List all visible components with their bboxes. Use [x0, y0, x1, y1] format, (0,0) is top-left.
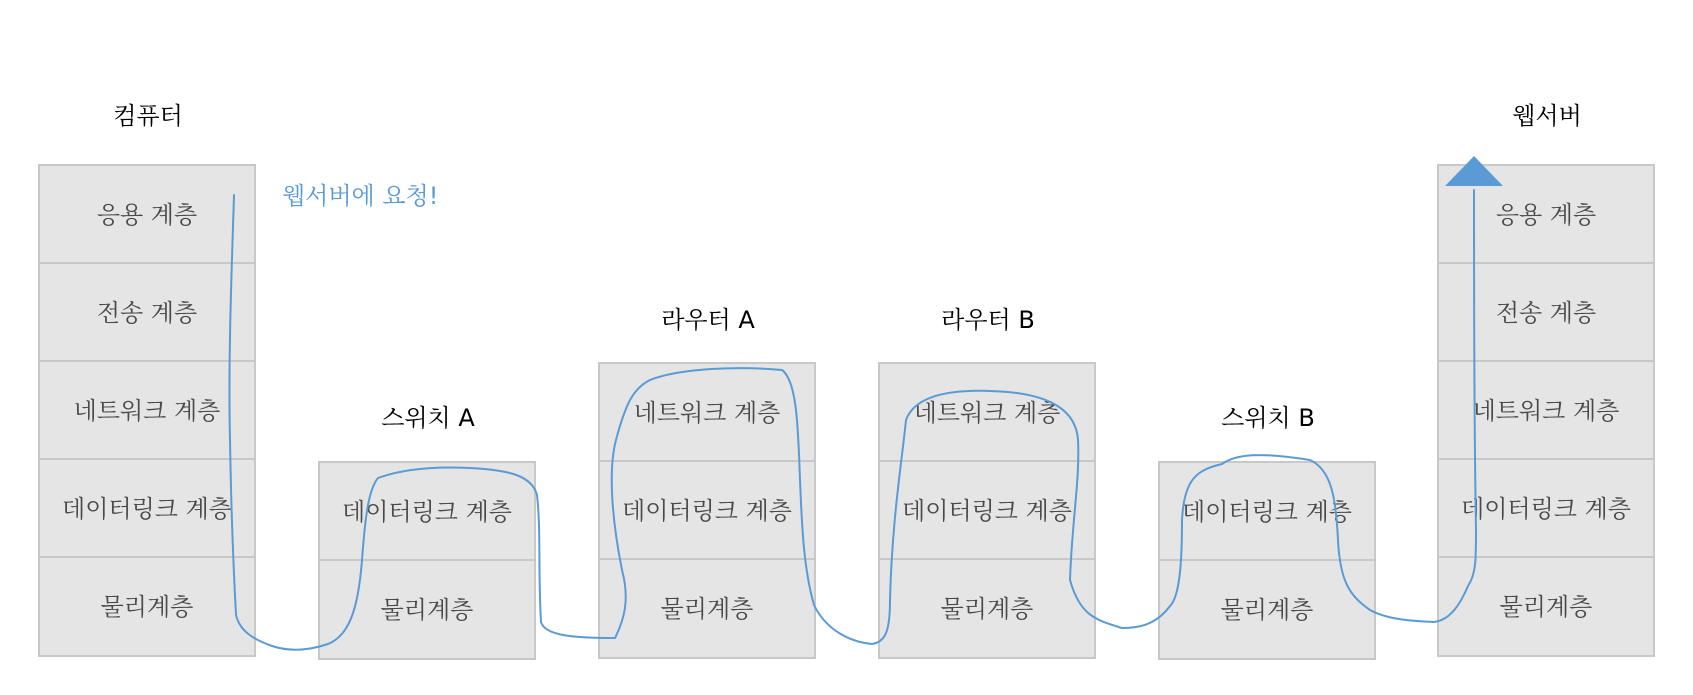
router-a-stack — [598, 362, 816, 659]
webserver-network-layer: 네트워크 계층 — [1439, 362, 1653, 460]
computer-network-layer: 네트워크 계층 — [40, 362, 254, 460]
router-a-title: 라우터 A — [661, 306, 755, 334]
computer-physical-layer: 물리계층 — [100, 593, 194, 621]
computer-transport-layer: 전송 계층 — [40, 264, 254, 362]
computer-stack — [38, 164, 256, 657]
router-a-datalink-layer: 데이터링크 계층 — [600, 462, 814, 560]
switch-a-datalink-layer: 데이터링크 계층 — [320, 463, 534, 561]
computer-title: 컴퓨터 — [113, 102, 183, 130]
router-b-stack — [878, 362, 1096, 659]
webserver-title: 웹서버 — [1512, 102, 1582, 130]
router-a-network-layer: 네트워크 계층 — [600, 364, 814, 462]
webserver-transport-layer: 전송 계층 — [1439, 264, 1653, 362]
switch-b-datalink-layer: 데이터링크 계층 — [1160, 463, 1374, 561]
webserver-application-layer: 응용 계층 — [1439, 166, 1653, 264]
switch-a-physical-layer: 물리계층 — [380, 596, 474, 624]
webserver-physical-layer: 물리계층 — [1499, 593, 1593, 621]
webserver-datalink-layer: 데이터링크 계층 — [1439, 460, 1653, 558]
switch-b-title: 스위치 B — [1221, 404, 1315, 432]
switch-b-stack — [1158, 461, 1376, 660]
switch-b-physical-layer: 물리계층 — [1220, 596, 1314, 624]
router-b-title: 라우터 B — [941, 306, 1035, 334]
switch-a-title: 스위치 A — [381, 404, 475, 432]
switch-a-stack — [318, 461, 536, 660]
router-b-physical-layer: 물리계층 — [940, 595, 1034, 623]
computer-application-layer: 응용 계층 — [40, 166, 254, 264]
request-annotation: 웹서버에 요청! — [282, 182, 439, 210]
webserver-stack — [1437, 164, 1655, 657]
computer-datalink-layer: 데이터링크 계층 — [40, 460, 254, 558]
router-b-network-layer: 네트워크 계층 — [880, 364, 1094, 462]
router-a-physical-layer: 물리계층 — [660, 595, 754, 623]
router-b-datalink-layer: 데이터링크 계층 — [880, 462, 1094, 560]
